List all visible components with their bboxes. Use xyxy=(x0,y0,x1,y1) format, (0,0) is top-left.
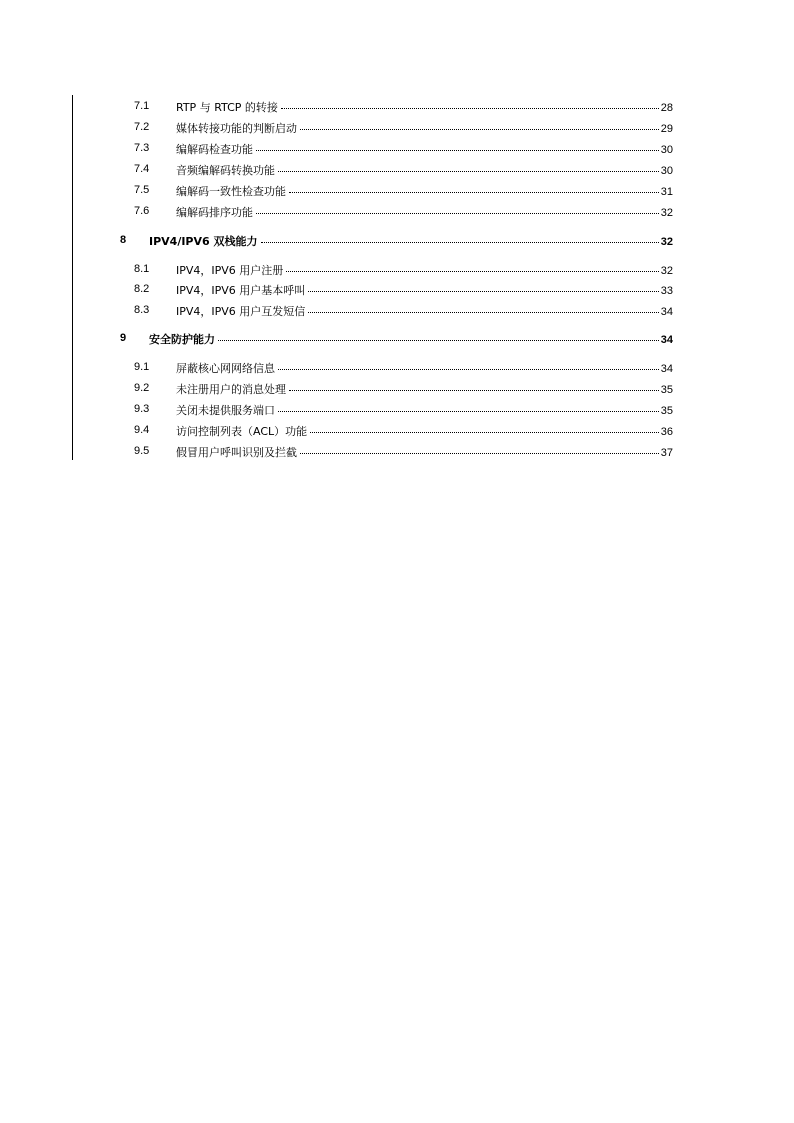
toc-chapter-8[interactable] xyxy=(0,232,794,248)
toc-entry-8-1[interactable] xyxy=(0,261,794,277)
toc-entry-title: IPV4，IPV6 用户基本呼叫 xyxy=(176,284,306,297)
toc-entry-9-4[interactable] xyxy=(0,422,794,438)
toc-entry-number: 7.5 xyxy=(134,184,150,196)
toc-entry-number: 8.2 xyxy=(134,283,150,295)
dot-leader xyxy=(256,201,659,214)
toc-entry-page: 28 xyxy=(660,102,673,114)
toc-entry-page: 30 xyxy=(660,165,673,177)
toc-entry-page: 34 xyxy=(660,306,673,318)
toc-chapter-title: IPV4/IPV6 双栈能力 xyxy=(149,235,258,248)
toc-entry-7-3[interactable] xyxy=(0,140,794,156)
dot-leader xyxy=(286,259,658,272)
toc-entry-title: IPV4，IPV6 用户互发短信 xyxy=(176,305,306,318)
dot-leader xyxy=(218,328,659,341)
toc-chapter-page: 34 xyxy=(660,334,673,346)
toc-entry-page: 33 xyxy=(660,285,673,297)
dot-leader xyxy=(289,180,659,193)
toc-entry-title: 屏蔽核心网网络信息 xyxy=(176,362,275,375)
toc-entry-number: 7.1 xyxy=(134,100,150,112)
dot-leader xyxy=(310,420,659,433)
toc-entry-number: 7.4 xyxy=(134,163,150,175)
toc-entry-8-3[interactable] xyxy=(0,302,794,318)
toc-entry-page: 34 xyxy=(660,363,673,375)
toc-chapter-9[interactable] xyxy=(0,330,794,346)
toc-entry-page: 30 xyxy=(660,144,673,156)
toc-entry-number: 8.3 xyxy=(134,304,150,316)
toc-entry-page: 32 xyxy=(660,265,673,277)
dot-leader xyxy=(278,399,659,412)
dot-leader xyxy=(278,159,659,172)
toc-entry-9-1[interactable] xyxy=(0,359,794,375)
toc-entry-7-1[interactable] xyxy=(0,98,794,114)
toc-entry-page: 37 xyxy=(660,447,673,459)
toc-entry-number: 7.6 xyxy=(134,205,150,217)
dot-leader xyxy=(300,117,659,130)
toc-entry-number: 7.2 xyxy=(134,121,150,133)
toc-entry-number: 9.4 xyxy=(134,424,150,436)
toc-entry-number: 9.1 xyxy=(134,361,150,373)
toc-entry-number: 8.1 xyxy=(134,263,150,275)
dot-leader xyxy=(300,441,659,454)
toc-entry-number: 9.5 xyxy=(134,445,150,457)
toc-entry-title: 访问控制列表（ACL）功能 xyxy=(176,425,308,438)
toc-entry-7-4[interactable] xyxy=(0,161,794,177)
toc-entry-title: IPV4，IPV6 用户注册 xyxy=(176,264,284,277)
toc-chapter-number: 9 xyxy=(120,332,127,344)
toc-entry-7-5[interactable] xyxy=(0,182,794,198)
toc-entry-title: 编解码一致性检查功能 xyxy=(176,185,286,198)
dot-leader xyxy=(308,300,658,313)
toc-entry-title: 媒体转接功能的判断启动 xyxy=(176,122,297,135)
toc-chapter-page: 32 xyxy=(660,236,673,248)
dot-leader xyxy=(278,357,659,370)
toc-entry-title: 关闭未提供服务端口 xyxy=(176,404,275,417)
toc-entry-page: 35 xyxy=(660,384,673,396)
dot-leader xyxy=(281,96,659,109)
toc-entry-7-2[interactable] xyxy=(0,119,794,135)
dot-leader xyxy=(289,378,659,391)
toc-chapter-title: 安全防护能力 xyxy=(149,333,215,346)
toc-entry-page: 36 xyxy=(660,426,673,438)
toc-entry-page: 35 xyxy=(660,405,673,417)
toc-entry-8-2[interactable] xyxy=(0,281,794,297)
toc-entry-title: 音频编解码转换功能 xyxy=(176,164,275,177)
toc-chapter-number: 8 xyxy=(120,234,127,246)
toc-entry-title: RTP 与 RTCP 的转接 xyxy=(176,101,278,114)
toc-entry-number: 7.3 xyxy=(134,142,150,154)
toc-entry-title: 未注册用户的消息处理 xyxy=(176,383,286,396)
dot-leader xyxy=(256,138,659,151)
toc-entry-page: 31 xyxy=(660,186,673,198)
toc-entry-number: 9.3 xyxy=(134,403,150,415)
toc-entry-title: 假冒用户呼叫识别及拦截 xyxy=(176,446,297,459)
toc-entry-number: 9.2 xyxy=(134,382,150,394)
toc-entry-title: 编解码排序功能 xyxy=(176,206,253,219)
dot-leader xyxy=(308,279,658,292)
toc-entry-9-2[interactable] xyxy=(0,380,794,396)
dot-leader xyxy=(261,230,659,243)
toc-entry-page: 32 xyxy=(660,207,673,219)
toc-entry-7-6[interactable] xyxy=(0,203,794,219)
toc-entry-9-3[interactable] xyxy=(0,401,794,417)
toc-entry-9-5[interactable] xyxy=(0,443,794,459)
toc-entry-page: 29 xyxy=(660,123,673,135)
toc-entry-title: 编解码检查功能 xyxy=(176,143,253,156)
